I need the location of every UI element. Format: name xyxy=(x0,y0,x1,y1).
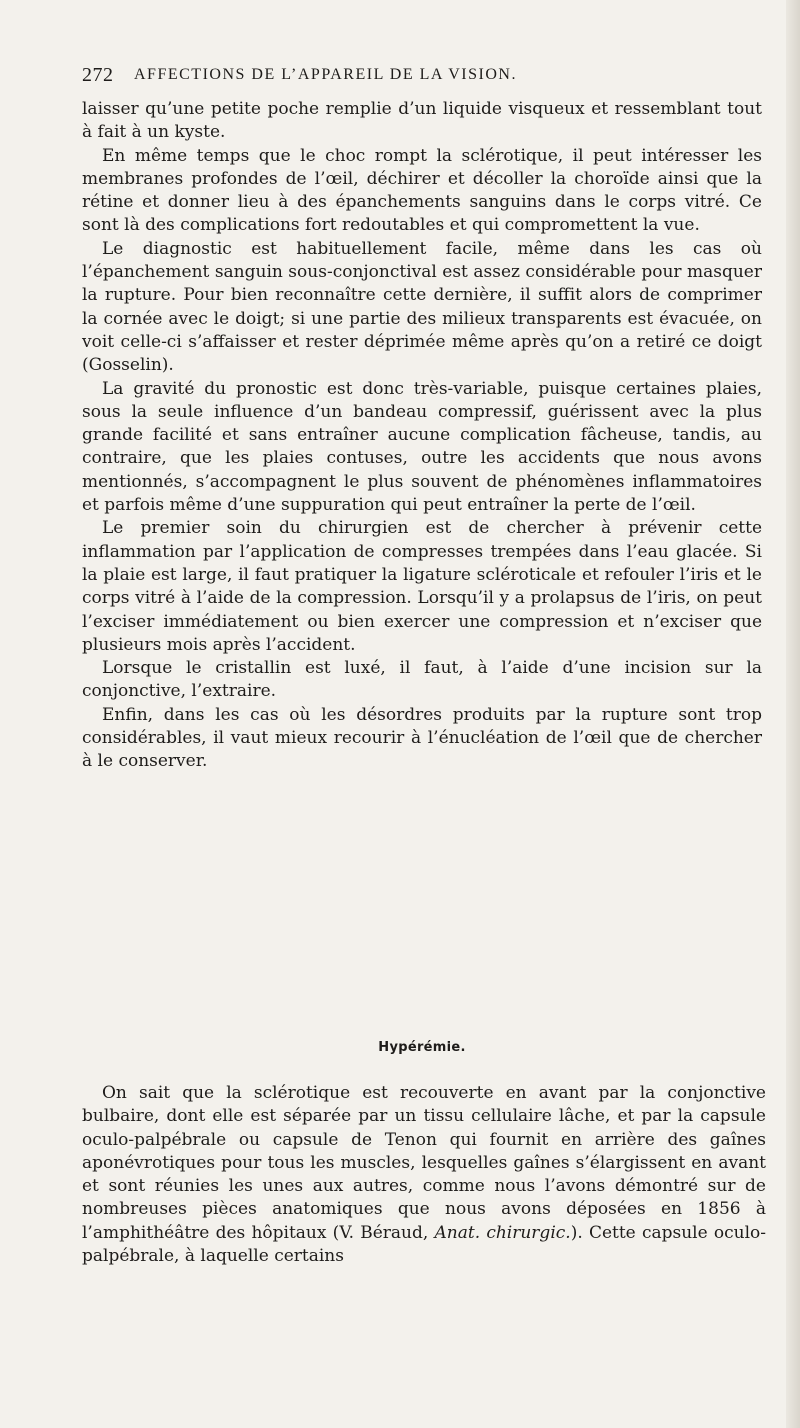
running-head: AFFECTIONS DE L’APPAREIL DE LA VISION. xyxy=(134,66,517,83)
paragraph: Enfin, dans les cas où les désordres produits par la rupture sont trop considérables, il vaut mieux recourir à l’énucléation de l’œil que de chercher à le conserver. xyxy=(82,704,762,772)
paragraph: En même temps que le choc rompt la sclérotique, il peut intéresser les membranes profondes de l’œil, déchirer et décoller la choroïde ainsi que la rétine et donner lieu à des épanchements sanguins dans le corps vitré. Ce sont là des complications fort redoutables et qui compromettent la vue. xyxy=(82,145,762,236)
page-number: 272 xyxy=(82,64,114,86)
text-after-citation: ). Cette capsule oculo-palpébrale, à laquelle certains xyxy=(82,1222,766,1267)
paragraph xyxy=(82,1082,766,1268)
paragraph: Lorsque le cristallin est luxé, il faut, à l’aide d’une incision sur la conjonctive, l’extraire. xyxy=(82,658,762,702)
page-edge-shadow xyxy=(786,0,800,1428)
text-before-citation: On sait que la sclérotique est recouverte en avant par la conjonctive bulbaire, dont elle est séparée par un tissu cellulaire lâche, et par la capsule oculo-palpébrale ou capsule de Tenon qui fournit en arrière des gaînes aponévrotiques pour tous les muscles, lesquelles gaînes s’élargissent en avant et sont réunies les unes aux autres, comme nous l’avons démontré sur de nombreuses pièces anatomiques que nous avons déposées en 1856 à l’amphithéâtre des hôpitaux (V. Béraud, xyxy=(82,1083,766,1243)
page-header xyxy=(82,64,762,94)
paragraph: laisser qu’une petite poche remplie d’un liquide visqueux et ressemblant tout à fait à un kyste. xyxy=(82,99,762,143)
paragraph: Le premier soin du chirurgien est de chercher à prévenir cette inflammation par l’application de compresses trempées dans l’eau glacée. Si la plaie est large, il faut pratiquer la ligature scléroticale et refouler l’iris et le corps vitré à l’aide de la compression. Lorsqu’il y a prolapsus de l’iris, on peut l’exciser immédiatement ou bien exercer une compression et n’exciser que plusieurs mois après l’accident. xyxy=(82,518,762,655)
citation: Anat. chirurgic. xyxy=(434,1222,571,1243)
section-heading: Hypérémie. xyxy=(378,1040,466,1055)
paragraph: La gravité du pronostic est donc très-variable, puisque certaines plaies, sous la seule influence d’un bandeau compressif, guérissent avec la plus grande facilité et sans entraîner aucune complication fâcheuse, tandis, au contraire, que les plaies contuses, outre les accidents que nous avons mentionnés, s’accompagnent le plus souvent de phénomènes inflammatoires et parfois même d’une suppuration qui peut entraîner la perte de l’œil. xyxy=(82,378,762,516)
body-text xyxy=(82,98,762,774)
section-text xyxy=(82,1082,766,1268)
paragraph: Le diagnostic est habituellement facile, même dans les cas où l’épanchement sanguin sous-conjonctival est assez considérable pour masquer la rupture. Pour bien reconnaître cette dernière, il suffit alors de comprimer la cornée avec le doigt; si une partie des milieux transparents est évacuée, on voit celle-ci s’affaisser et rester déprimée même après qu’on a retiré ce doigt (Gosselin). xyxy=(82,238,762,376)
